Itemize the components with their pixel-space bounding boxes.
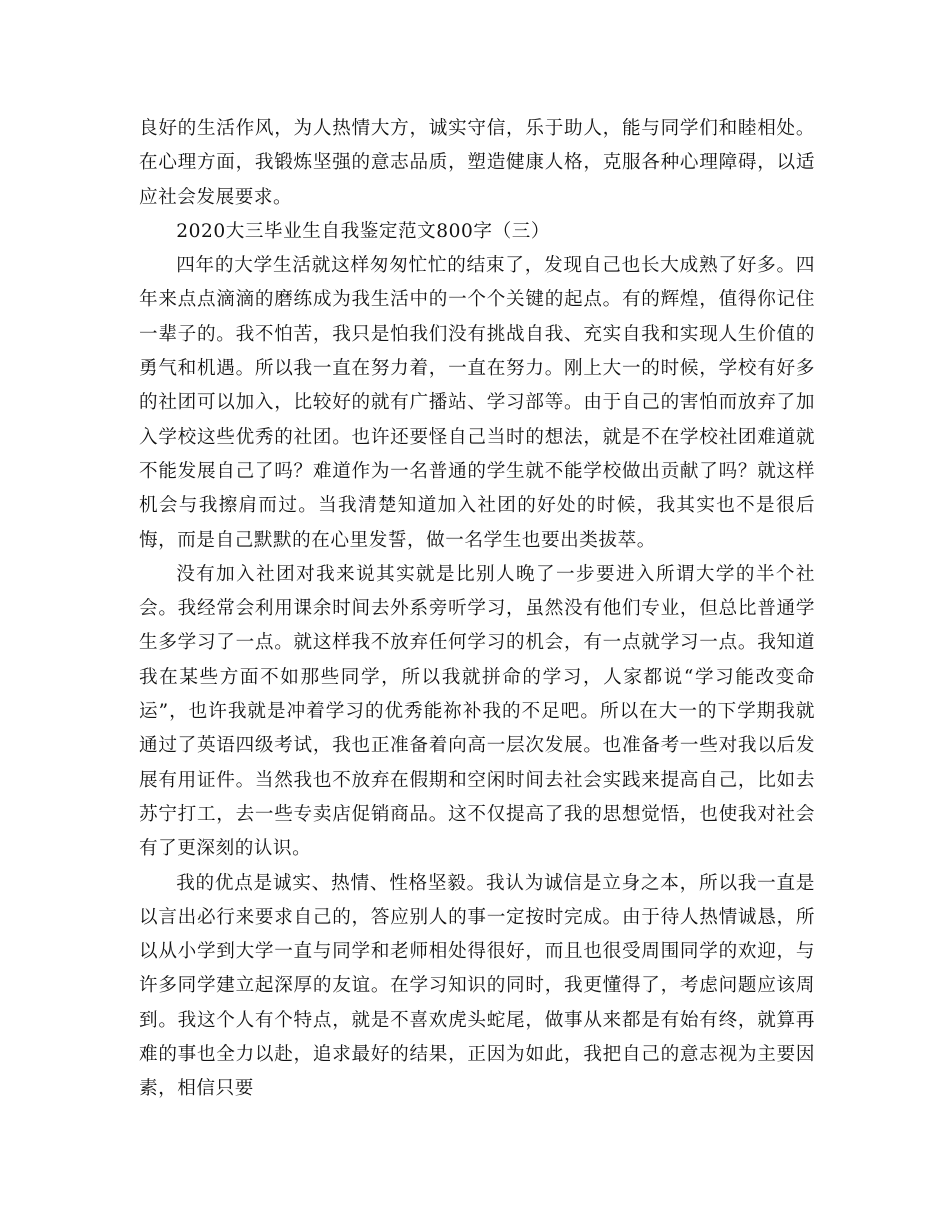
- body-paragraph: 我的优点是诚实、热情、性格坚毅。我认为诚信是立身之本，所以我一直是以言出必行来要求自己的，答应别人的事一定按时完成。由于待人热情诚恳，所以从小学到大学一直与同学和老师相处得很好，而且也很受周围同学的欢迎，与许多同学建立起深厚的友谊。在学习知识的同时，我更懂得了，考虑问题应该周到。我这个人有个特点，就是不喜欢虎头蛇尾，做事从来都是有始有终，就算再难的事也全力以赴，追求最好的结果，正因为如此，我把自己的意志视为主要因素，相信只要: [139, 872, 815, 1100]
- body-paragraph: 良好的生活作风，为人热情大方，诚实守信，乐于助人，能与同学们和睦相处。在心理方面，我锻炼坚强的意志品质，塑造健康人格，克服各种心理障碍，以适应社会发展要求。: [139, 118, 815, 208]
- section-heading: 2020大三毕业生自我鉴定范文800字（三）: [176, 220, 551, 242]
- body-paragraph: 四年的大学生活就这样匆匆忙忙的结束了，发现自己也长大成熟了好多。四年来点点滴滴的磨练成为我生活中的一个个关键的起点。有的辉煌，值得你记住一辈子的。我不怕苦，我只是怕我们没有挑战自我、充实自我和实现人生价值的勇气和机遇。所以我一直在努力着，一直在努力。刚上大一的时候，学校有好多的社团可以加入，比较好的就有广播站、学习部等。由于自己的害怕而放弃了加入学校这些优秀的社团。也许还要怪自己当时的想法，就是不在学校社团难道就不能发展自己了吗？难道作为一名普通的学生就不能学校做出贡献了吗？就这样机会与我擦肩而过。当我清楚知道加入社团的好处的时候，我其实也不是很后悔，而是自己默默的在心里发誓，做一名学生也要出类拔萃。: [139, 255, 815, 551]
- document-body: [139, 112, 815, 1107]
- body-paragraph: 没有加入社团对我来说其实就是比别人晚了一步要进入所谓大学的半个社会。我经常会利用课余时间去外系旁听学习，虽然没有他们专业，但总比普通学生多学习了一点。就这样我不放弃任何学习的机会，有一点就学习一点。我知道我在某些方面不如那些同学，所以我就拼命的学习，人家都说“学习能改变命运”，也许我就是冲着学习的优秀能祢补我的不足吧。所以在大一的下学期我就通过了英语四级考试，我也正准备着向高一层次发展。也准备考一些对我以后发展有用证件。当然我也不放弃在假期和空闲时间去社会实践来提高自己，比如去苏宁打工，去一些专卖店促销商品。这不仅提高了我的思想觉悟，也使我对社会有了更深刻的认识。: [139, 563, 815, 860]
